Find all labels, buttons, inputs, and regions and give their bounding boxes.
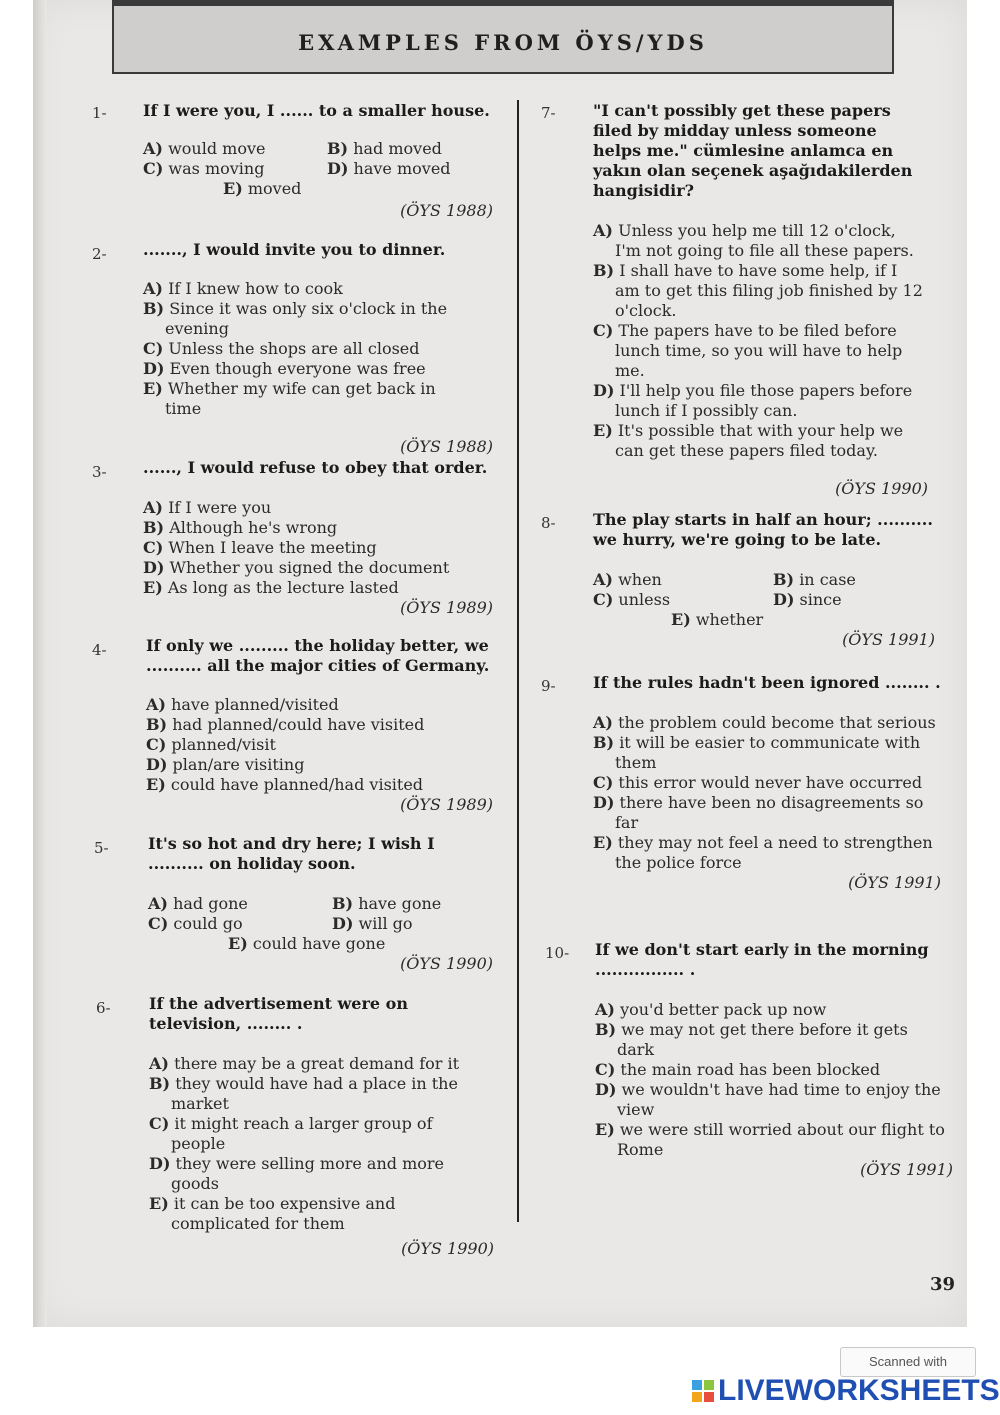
question-number: 6- — [96, 999, 111, 1017]
option-a[interactable]: A) there may be a great demand for it — [149, 1054, 460, 1073]
question-stem: ......, I would refuse to obey that order. — [143, 458, 488, 477]
question-number: 5- — [94, 839, 109, 857]
question-source: (ÖYS 1991) — [842, 630, 935, 649]
option-d[interactable]: D) since — [773, 590, 842, 609]
question-number: 1- — [92, 104, 107, 122]
column-divider — [517, 100, 519, 1222]
option-d[interactable]: D) I'll help you file those papers before lunch if I possibly can. — [593, 381, 913, 420]
options — [143, 498, 493, 598]
option-b[interactable]: B) in case — [773, 570, 856, 589]
options — [593, 570, 935, 610]
option-a[interactable]: A) had gone — [148, 894, 248, 913]
option-d[interactable]: D) plan/are visiting — [146, 755, 305, 774]
question-source: (ÖYS 1988) — [400, 437, 493, 456]
option-b[interactable]: B) had planned/could have visited — [146, 715, 425, 734]
question-source: (ÖYS 1991) — [848, 873, 941, 892]
question-number: 9- — [541, 677, 556, 695]
question-stem: It's so hot and dry here; I wish I .......... on holiday soon. — [148, 834, 435, 873]
scanner-badge: Scanned with — [840, 1347, 976, 1377]
page-title: EXAMPLES FROM ÖYS/YDS — [298, 30, 708, 55]
logo-text: LIVEWORKSHEETS — [718, 1374, 1000, 1407]
question-source: (ÖYS 1989) — [400, 795, 493, 814]
question-stem: If we don't start early in the morning ................ . — [595, 940, 929, 979]
option-d[interactable]: D) they were selling more and more goods — [149, 1154, 445, 1193]
option-a[interactable]: A) If I knew how to cook — [143, 279, 343, 298]
option-a[interactable]: A) you'd better pack up now — [595, 1000, 827, 1019]
option-c[interactable]: C) The papers have to be filed before lunch time, so you will have to help me. — [593, 321, 903, 380]
question-1 — [143, 101, 493, 221]
option-c[interactable]: C) unless — [593, 590, 671, 609]
question-5 — [148, 834, 493, 974]
question-source: (ÖYS 1990) — [401, 1239, 494, 1258]
option-d[interactable]: D) have moved — [327, 159, 451, 178]
question-number: 2- — [92, 245, 107, 263]
question-stem: If the advertisement were on television, ........ . — [149, 994, 408, 1033]
option-c[interactable]: C) the main road has been blocked — [595, 1060, 881, 1079]
question-10 — [595, 940, 953, 1180]
option-c[interactable]: C) could go — [148, 914, 243, 933]
option-e[interactable]: E) It's possible that with your help we can get these papers filed today. — [593, 421, 904, 460]
option-c[interactable]: C) Unless the shops are all closed — [143, 339, 420, 358]
question-source: (ÖYS 1990) — [835, 479, 928, 498]
option-c[interactable]: C) it might reach a larger group of people — [149, 1114, 433, 1153]
option-a[interactable]: A) would move — [143, 139, 266, 158]
question-2 — [143, 240, 493, 457]
question-stem: ......., I would invite you to dinner. — [143, 240, 446, 259]
question-number: 8- — [541, 514, 556, 532]
option-d[interactable]: D) we wouldn't have had time to enjoy the view — [595, 1080, 941, 1119]
options — [593, 221, 923, 461]
option-c[interactable]: C) planned/visit — [146, 735, 276, 754]
option-d[interactable]: D) Even though everyone was free — [143, 359, 426, 378]
option-c[interactable]: C) was moving — [143, 159, 265, 178]
option-e[interactable]: E) we were still worried about our flight to Rome — [595, 1120, 945, 1159]
question-number: 10- — [545, 944, 570, 962]
question-source: (ÖYS 1989) — [400, 598, 493, 617]
options — [146, 695, 493, 795]
option-b[interactable]: B) have gone — [332, 894, 442, 913]
option-e[interactable]: E) it can be too expensive and complicated for them — [149, 1194, 396, 1233]
option-a[interactable]: A) the problem could become that serious — [593, 713, 936, 732]
option-e[interactable]: E) Whether my wife can get back in time — [143, 379, 436, 418]
options — [595, 1000, 953, 1160]
option-d[interactable]: D) will go — [332, 914, 413, 933]
question-source: (ÖYS 1990) — [400, 954, 493, 973]
option-e[interactable]: E) they may not feel a need to strengthen the police force — [593, 833, 933, 872]
question-9 — [593, 673, 941, 893]
options — [143, 279, 463, 419]
option-e[interactable]: E) could have planned/had visited — [146, 775, 424, 794]
question-stem: "I can't possibly get these papers filed by midday unless someone helps me." cümlesine anlamca en yakın olan seçenek aşağıdakilerden hangisidir? — [593, 101, 913, 200]
option-e[interactable]: E) could have gone — [228, 934, 386, 953]
page-number: 39 — [930, 1274, 956, 1295]
options — [143, 139, 493, 179]
option-a[interactable]: A) If I were you — [143, 498, 272, 517]
option-e[interactable]: E) moved — [223, 179, 302, 198]
question-number: 4- — [92, 641, 107, 659]
question-7 — [593, 101, 928, 499]
option-d[interactable]: D) there have been no disagreements so far — [593, 793, 924, 832]
question-source: (ÖYS 1991) — [860, 1160, 953, 1179]
header-banner — [112, 4, 894, 74]
option-d[interactable]: D) Whether you signed the document — [143, 558, 450, 577]
option-b[interactable]: B) we may not get there before it gets dark — [595, 1020, 908, 1059]
question-stem: If the rules hadn't been ignored ........ . — [593, 673, 941, 692]
option-b[interactable]: B) I shall have to have some help, if I am to get this filing job finished by 12 o'clock. — [593, 261, 923, 320]
question-stem: If only we ......... the holiday better, we .......... all the major cities of Germany. — [146, 636, 490, 675]
option-b[interactable]: B) had moved — [327, 139, 442, 158]
option-c[interactable]: C) this error would never have occurred — [593, 773, 923, 792]
question-number: 3- — [92, 463, 107, 481]
option-b[interactable]: B) it will be easier to communicate with them — [593, 733, 921, 772]
option-a[interactable]: A) Unless you help me till 12 o'clock, I'm not going to file all these papers. — [593, 221, 914, 260]
option-e[interactable]: E) whether — [671, 610, 764, 629]
logo-grid-icon — [692, 1380, 714, 1402]
question-stem: The play starts in half an hour; .......... we hurry, we're going to be late. — [593, 510, 933, 549]
options — [149, 1054, 479, 1234]
option-a[interactable]: A) have planned/visited — [146, 695, 339, 714]
option-b[interactable]: B) they would have had a place in the market — [149, 1074, 458, 1113]
options — [148, 894, 493, 934]
question-source: (ÖYS 1988) — [400, 201, 493, 220]
option-c[interactable]: C) When I leave the meeting — [143, 538, 377, 557]
options — [593, 713, 938, 873]
option-b[interactable]: B) Since it was only six o'clock in the evening — [143, 299, 448, 338]
option-e[interactable]: E) As long as the lecture lasted — [143, 578, 399, 597]
question-4 — [146, 636, 493, 815]
question-stem: If I were you, I ...... to a smaller house. — [143, 101, 490, 120]
page-edge-shadow — [33, 0, 47, 1327]
question-8 — [593, 510, 935, 650]
option-a[interactable]: A) when — [593, 570, 662, 589]
liveworksheets-logo[interactable] — [692, 1374, 1000, 1408]
option-b[interactable]: B) Although he's wrong — [143, 518, 338, 537]
question-number: 7- — [541, 104, 556, 122]
question-3 — [143, 458, 493, 618]
question-6 — [149, 994, 494, 1259]
